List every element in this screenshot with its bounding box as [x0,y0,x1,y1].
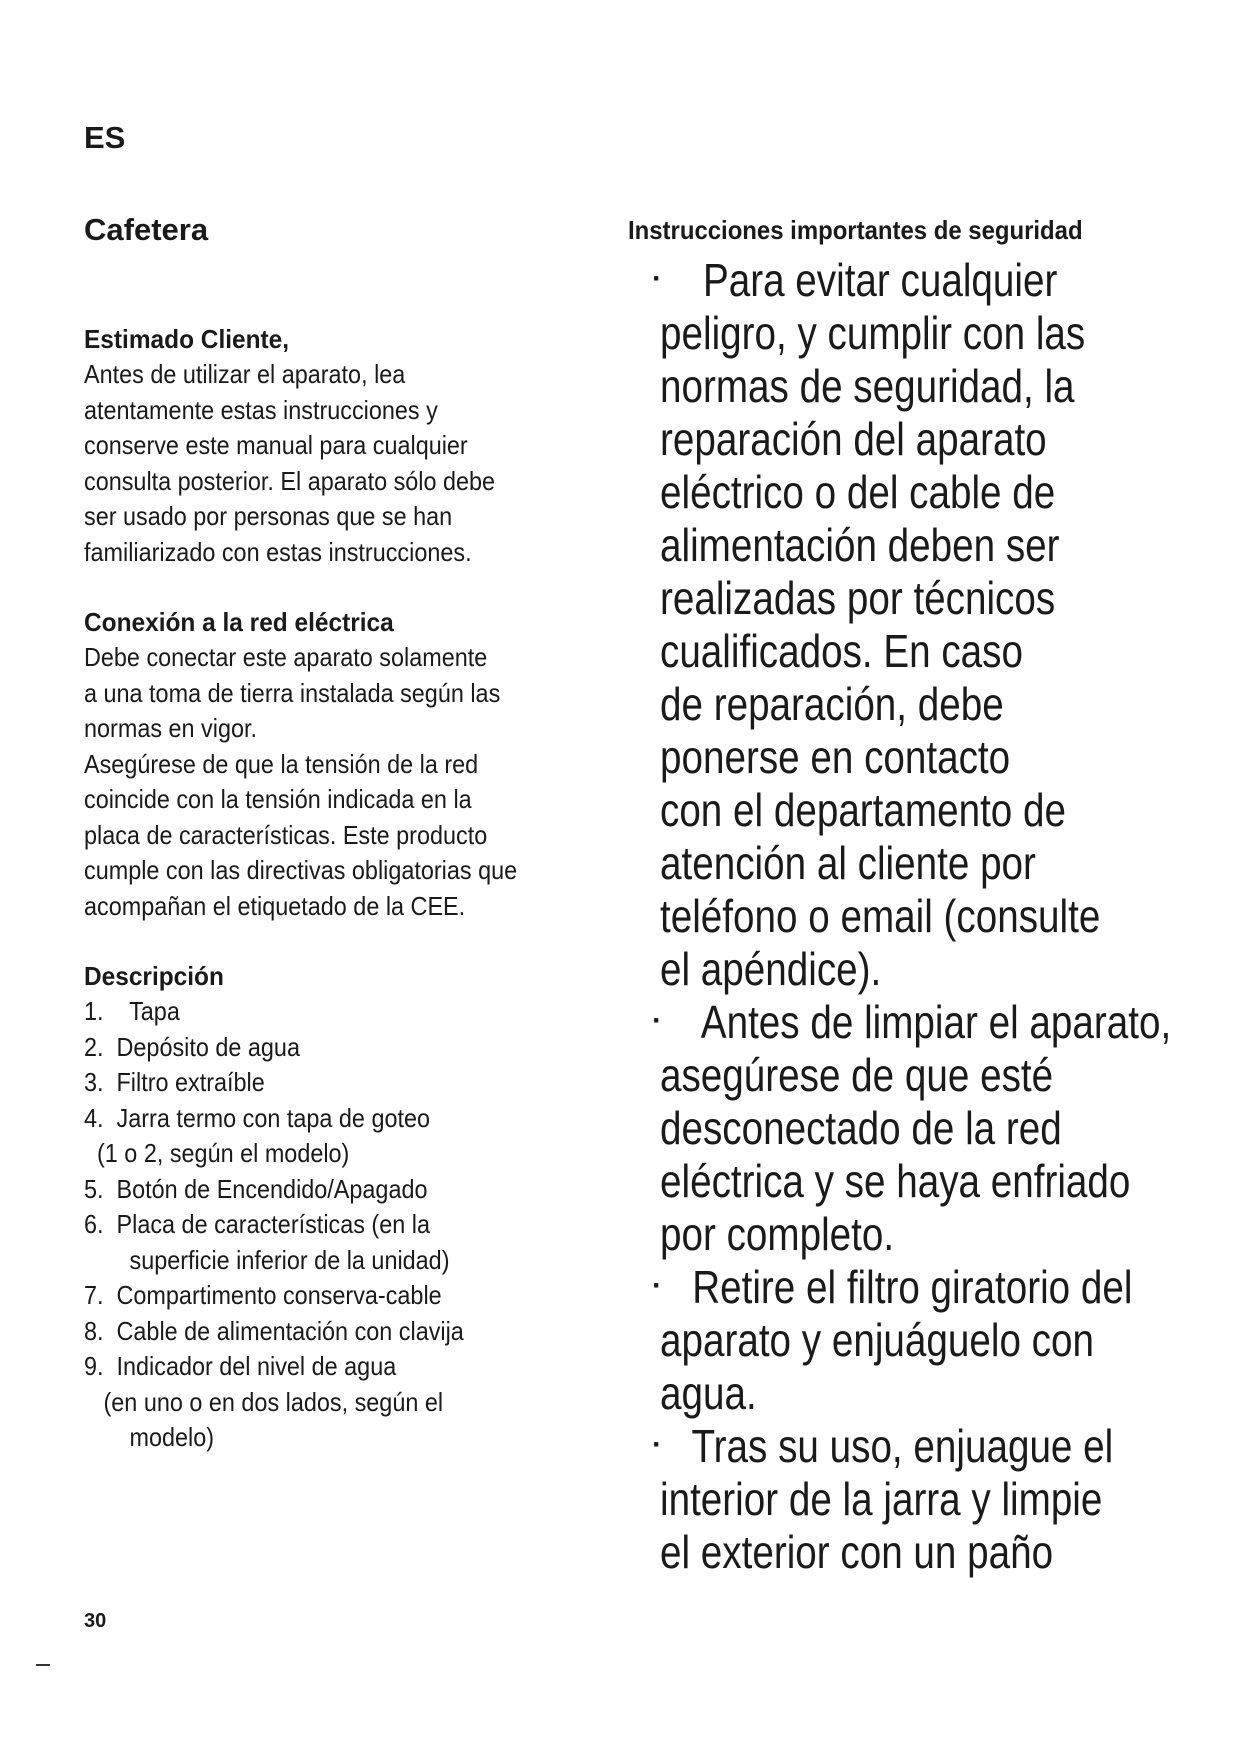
description-item: 1. Tapa [84,996,180,1026]
page-number: 30 [84,1610,107,1632]
safety-line: ponerse en contacto [660,731,1011,783]
safety-line: aparato y enjuáguelo con [660,1314,1094,1366]
description-item: 7. Compartimento conserva-cable [84,1280,442,1310]
safety-line: desconectado de la red [660,1102,1062,1154]
language-code: ES [84,120,126,155]
safety-line: por completo. [660,1208,895,1260]
intro-line: ser usado por personas que se han [84,501,453,531]
connection-line: Debe conectar este aparato solamente [84,642,488,672]
description-item: (1 o 2, según el modelo) [84,1138,350,1168]
safety-line: alimentación deben ser [660,519,1060,571]
safety-line: eléctrica y se haya enfriado [660,1155,1131,1207]
connection-line: placa de características. Este producto [84,819,488,850]
intro-line: familiarizado con estas instrucciones. [84,536,472,567]
description-item: modelo) [84,1422,215,1452]
safety-line: Retire el filtro giratorio del [660,1261,1133,1313]
intro-line: consulta posterior. El aparato sólo debe [84,465,496,496]
description-item: 8. Cable de alimentación con clavija [84,1315,464,1346]
connection-line: a una toma de tierra instalada según las [84,677,501,708]
page-title: Cafetera [84,212,209,247]
intro-line: atentamente estas instrucciones y [84,394,438,425]
safety-line: asegúrese de que esté [660,1049,1054,1101]
description-item: 5. Botón de Encendido/Apagado [84,1173,428,1204]
safety-line: con el departamento de [660,784,1067,836]
safety-line: Tras su uso, enjuague el [660,1420,1114,1472]
description-item: 3. Filtro extraíble [84,1067,265,1097]
safety-line: Antes de limpiar el aparato, [660,996,1172,1048]
description-item: 9. Indicador del nivel de agua [84,1351,397,1381]
connection-line: cumple con las directivas obligatorias que [84,855,518,885]
safety-line: atención al cliente por [660,837,1036,889]
description-item: (en uno o en dos lados, según el [84,1386,444,1417]
safety-line: teléfono o email (consulte [660,890,1101,942]
safety-line: cualificados. En caso [660,625,1023,677]
safety-text-block [660,254,1220,1579]
connection-line: acompañan el etiquetado de la CEE. [84,890,466,921]
margin-mark [36,1664,50,1666]
intro-line: conserve este manual para cualquier [84,430,468,460]
safety-line: agua. [660,1367,757,1419]
safety-heading: Instrucciones importantes de seguridad [628,215,1083,245]
safety-line: de reparación, debe [660,678,1004,730]
bullet-marker: · [652,1428,662,1461]
safety-line: interior de la jarra y limpie [660,1473,1103,1525]
safety-line: el apéndice). [660,943,882,995]
intro-heading: Estimado Cliente, [84,324,290,354]
safety-line: Para evitar cualquier [660,254,1058,306]
safety-line: normas de seguridad, la [660,360,1075,412]
safety-line: eléctrico o del cable de [660,466,1056,518]
left-column [84,322,594,1456]
bullet-marker: · [652,262,662,295]
intro-line: Antes de utilizar el aparato, lea [84,359,406,389]
connection-line: coincide con la tensión indicada en la [84,784,472,814]
safety-line: realizadas por técnicos [660,572,1056,624]
safety-line: el exterior con un paño [660,1526,1054,1578]
description-item: 4. Jarra termo con tapa de goteo [84,1102,431,1133]
description-item: 6. Placa de características (en la [84,1209,430,1239]
description-item: superficie inferior de la unidad) [84,1244,450,1275]
bullet-marker: · [652,1269,662,1302]
safety-line: reparación del aparato [660,413,1047,465]
bullet-marker: · [652,1004,662,1037]
description-heading: Descripción [84,961,224,991]
connection-line: Asegúrese de que la tensión de la red [84,748,479,779]
safety-line: peligro, y cumplir con las [660,307,1086,359]
connection-line: normas en vigor. [84,713,257,743]
description-item: 2. Depósito de agua [84,1031,300,1062]
connection-heading: Conexión a la red eléctrica [84,607,394,637]
